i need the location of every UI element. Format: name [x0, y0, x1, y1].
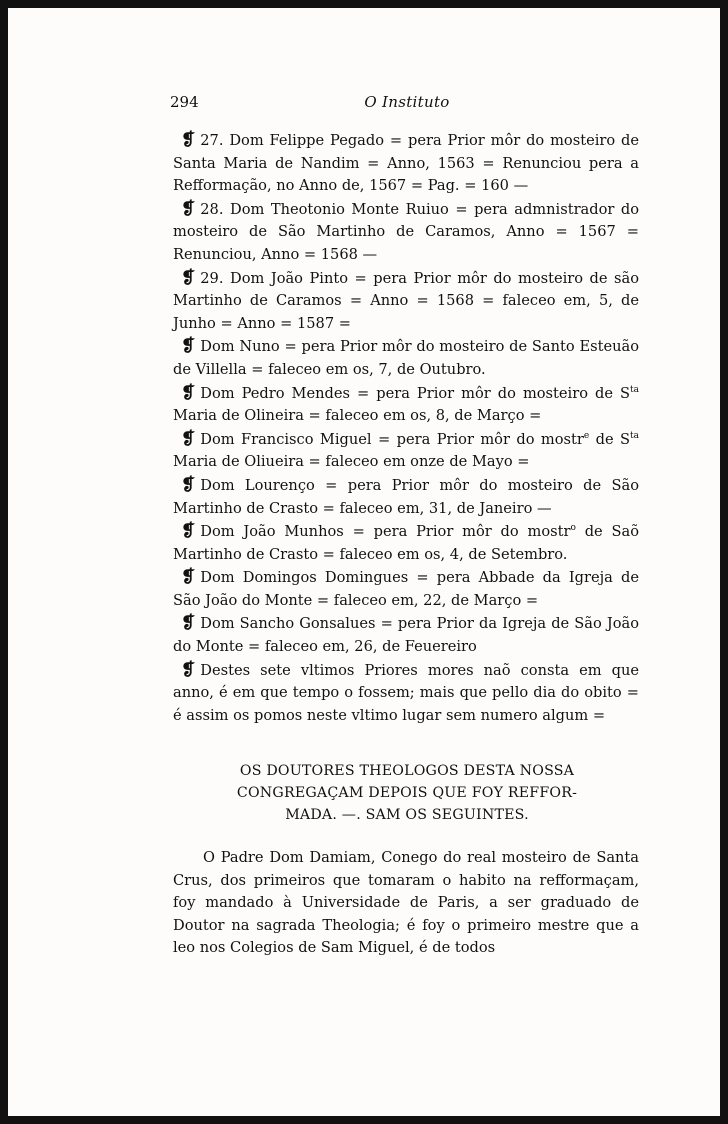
pilcrow-icon: ❡ [181, 382, 196, 403]
pilcrow-icon: ❡ [181, 336, 196, 357]
pilcrow-icon: ❡ [181, 521, 196, 542]
pilcrow-icon: ❡ [181, 428, 196, 449]
pilcrow-icon: ❡ [181, 267, 196, 288]
entry-text: Dom Lourenço = pera Prior môr do mosteiro de São Martinho de Crasto = faleceo em, 31, de Janeiro — [173, 476, 639, 517]
list-item [173, 566, 639, 612]
superscript: e [583, 430, 590, 441]
entry-text: Dom João Munhos = pera Prior môr do mostr [200, 523, 571, 541]
entry-number: 27. [200, 132, 224, 149]
list-item [173, 428, 639, 474]
entry-text: Maria de Oliueira = faleceo em onze de Mayo = [173, 453, 530, 471]
entry-text: Dom Felippe Pegado = pera Prior môr do mosteiro de Santa Maria de Nandim = Anno, 1563 = Renunciou pera a Refformação, no Anno de, 1567 = Pag. = 160 — [173, 132, 639, 195]
running-title: O Instituto [364, 93, 450, 111]
list-item [173, 612, 639, 658]
pilcrow-icon: ❡ [181, 130, 196, 150]
pilcrow-icon: ❡ [181, 613, 196, 634]
list-item [173, 335, 639, 381]
entry-text: de S [589, 430, 630, 448]
entry-text: Dom Nuno = pera Prior môr do mosteiro de Santo Esteuão de Villella = faleceo em os, 7, de Outubro. [173, 338, 639, 378]
section-heading [173, 760, 641, 826]
entry-text: Dom Pedro Mendes = pera Prior môr do mosteiro de S [200, 384, 631, 402]
list-item [173, 382, 639, 428]
list-item [173, 474, 639, 520]
entry-text: Dom Francisco Miguel = pera Prior môr do mostr [200, 430, 584, 448]
list-item [173, 267, 639, 336]
body-paragraph: O Padre Dom Damiam, Conego do real mosteiro de Santa Crus, dos primeiros que tomaram o habito na refformaçam, foy mandado à Universidade de Paris, a ser graduado de Doutor na sagrada Theologia; é foy o primeiro mestre que a leo nos Colegios de Sam Miguel, é de todos [173, 849, 639, 957]
entry-text: de Saõ Martinho de Crasto = faleceo em os, 4, de Setembro. [173, 523, 639, 563]
entry-number: 28. [200, 200, 224, 218]
pilcrow-icon: ❡ [181, 659, 196, 680]
entry-text: Destes sete vltimos Priores mores naõ consta em que anno, é em que tempo o fossem; mais que pello dia do obito = é assim os pomos neste vltimo lugar sem numero algum = [173, 661, 639, 724]
superscript: ta [630, 384, 639, 395]
running-header [170, 93, 641, 113]
entry-number: 29. [200, 269, 224, 287]
entry-text: Dom Sancho Gonsalues = pera Prior da Igreja de São João do Monte = faleceo em, 26, de Feuereiro [173, 615, 639, 656]
superscript: o [570, 523, 576, 534]
section-heading-line: MADA. —. SAM OS SEGUINTES. [285, 807, 529, 823]
entry-text: Maria de Olineira = faleceo em os, 8, de Março = [173, 407, 542, 425]
section-heading-line: OS DOUTORES THEOLOGOS DESTA NOSSA [239, 763, 575, 779]
pilcrow-icon: ❡ [181, 567, 196, 588]
entry-text: Dom Domingos Domingues = pera Abbade da Igreja de São João do Monte = faleceo em, 22, de Março = [173, 569, 639, 609]
page-number: 294 [170, 93, 199, 111]
list-item [173, 198, 639, 267]
entry-text: Dom João Pinto = pera Prior môr do mosteiro de são Martinho de Caramos = Anno = 1568 = faleceo em, 5, de Junho = Anno = 1587 = [173, 269, 640, 332]
list-item [173, 520, 639, 566]
list-item [173, 129, 639, 198]
superscript: ta [630, 430, 639, 441]
section-heading-line: CONGREGAÇAM DEPOIS QUE FOY REFFOR- [236, 785, 578, 801]
pilcrow-icon: ❡ [181, 474, 196, 495]
list-item [173, 659, 639, 728]
prior-list [173, 129, 639, 727]
entry-text: Dom Theotonio Monte Ruiuo = pera admnistrador do mosteiro de São Martinho de Caramos, Anno = 1567 = Renunciou, Anno = 1568 — [173, 200, 639, 263]
pilcrow-icon: ❡ [181, 198, 196, 219]
